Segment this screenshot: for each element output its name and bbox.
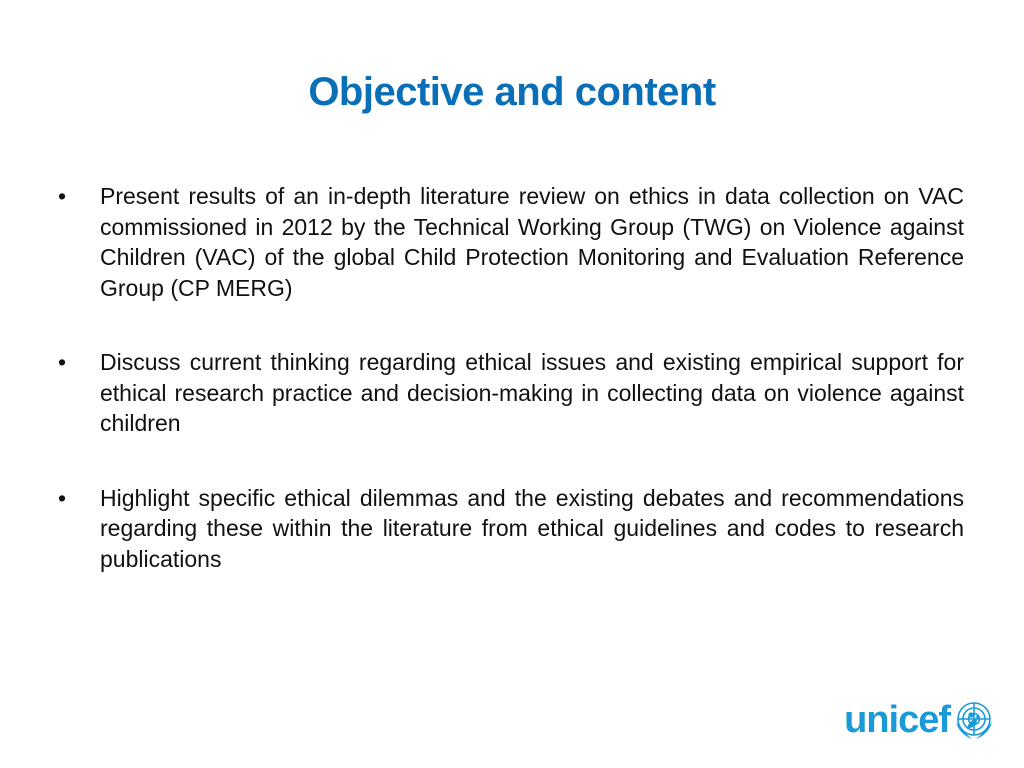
bullet-text: Highlight specific ethical dilemmas and the existing debates and recommendations regarding these within the literature from ethical guidelines and codes to research publications [100, 484, 964, 572]
bullet-marker: • [58, 349, 67, 375]
bullet-marker: • [58, 484, 67, 511]
bullet-list [58, 181, 964, 618]
logo-wordmark: unicef [844, 699, 950, 741]
slide-title: Objective and content [308, 70, 716, 114]
unicef-logo [844, 690, 996, 750]
bullet-item [58, 181, 964, 303]
bullet-marker: • [58, 183, 67, 209]
unicef-emblem-icon [952, 698, 996, 742]
bullet-text: Discuss current thinking regarding ethical issues and existing empirical support for ethical research practice and decision-making in collecting data on violence against children [100, 349, 964, 436]
bullet-text: Present results of an in-depth literature review on ethics in data collection on VAC commissioned in 2012 by the Technical Working Group (TWG) on Violence against Children (VAC) of the global Child Protection Monitoring and Evaluation Reference Group (CP MERG) [100, 183, 964, 301]
bullet-item [58, 483, 964, 575]
bullet-item [58, 347, 964, 439]
